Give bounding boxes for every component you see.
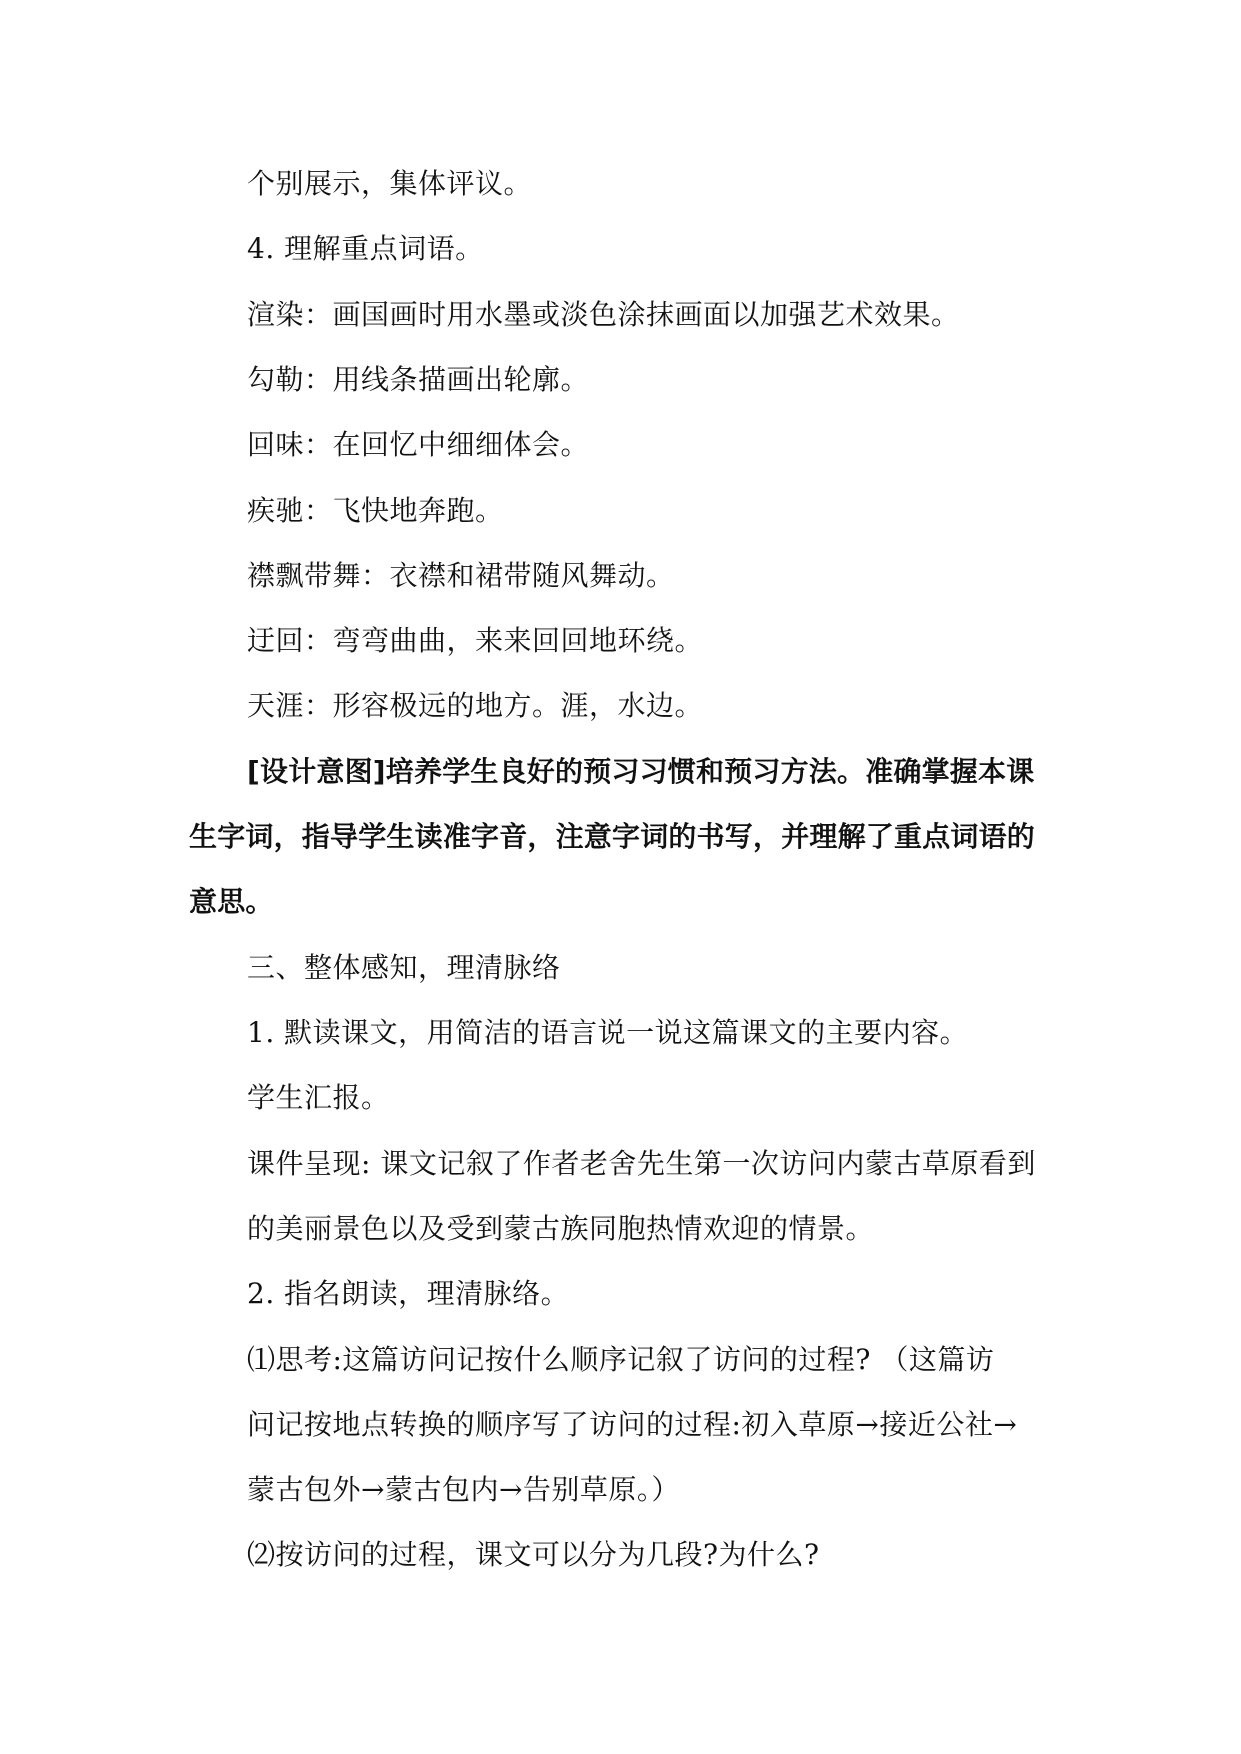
paragraph-line: 课件呈现: 课文记叙了作者老舍先生第一次访问内蒙古草原看到	[247, 1147, 1036, 1180]
paragraph-line: 襟飘带舞：衣襟和裙带随风舞动。	[247, 559, 675, 592]
paragraph-line: 天涯：形容极远的地方。涯，水边。	[247, 689, 704, 722]
paragraph-line: ⑵按访问的过程，课文可以分为几段?为什么?	[247, 1538, 820, 1571]
paragraph-line: 问记按地点转换的顺序写了访问的过程:初入草原→接近公社→	[247, 1408, 1018, 1441]
paragraph-line: 疾驰：飞快地奔跑。	[247, 494, 504, 527]
section-heading: 三、整体感知，理清脉络	[247, 951, 561, 984]
paragraph-line: 勾勒：用线条描画出轮廓。	[247, 363, 590, 396]
paragraph-line: 迂回：弯弯曲曲，来来回回地环绕。	[247, 624, 704, 657]
paragraph-line: ⑴思考:这篇访问记按什么顺序记叙了访问的过程? （这篇访	[247, 1343, 995, 1376]
paragraph-line: 蒙古包外→蒙古包内→告别草原。）	[247, 1473, 680, 1506]
paragraph-line: 学生汇报。	[247, 1081, 390, 1114]
design-intent-line: [设计意图]培养学生良好的预习习惯和预习方法。准确掌握本课	[247, 755, 1035, 788]
paragraph-line: 的美丽景色以及受到蒙古族同胞热情欢迎的情景。	[247, 1212, 875, 1245]
paragraph-line: 4. 理解重点词语。	[247, 232, 484, 265]
paragraph-line: 渲染：画国画时用水墨或淡色涂抹画面以加强艺术效果。	[247, 298, 960, 331]
paragraph-line: 1. 默读课文，用简洁的语言说一说这篇课文的主要内容。	[247, 1016, 969, 1049]
paragraph-line: 2. 指名朗读，理清脉络。	[247, 1277, 570, 1310]
design-intent-line: 意思。	[189, 885, 274, 918]
paragraph-line: 回味：在回忆中细细体会。	[247, 428, 590, 461]
design-intent-line: 生字词，指导学生读准字音，注意字词的书写，并理解了重点词语的	[189, 820, 1036, 853]
paragraph-line: 个别展示，集体评议。	[247, 167, 533, 200]
